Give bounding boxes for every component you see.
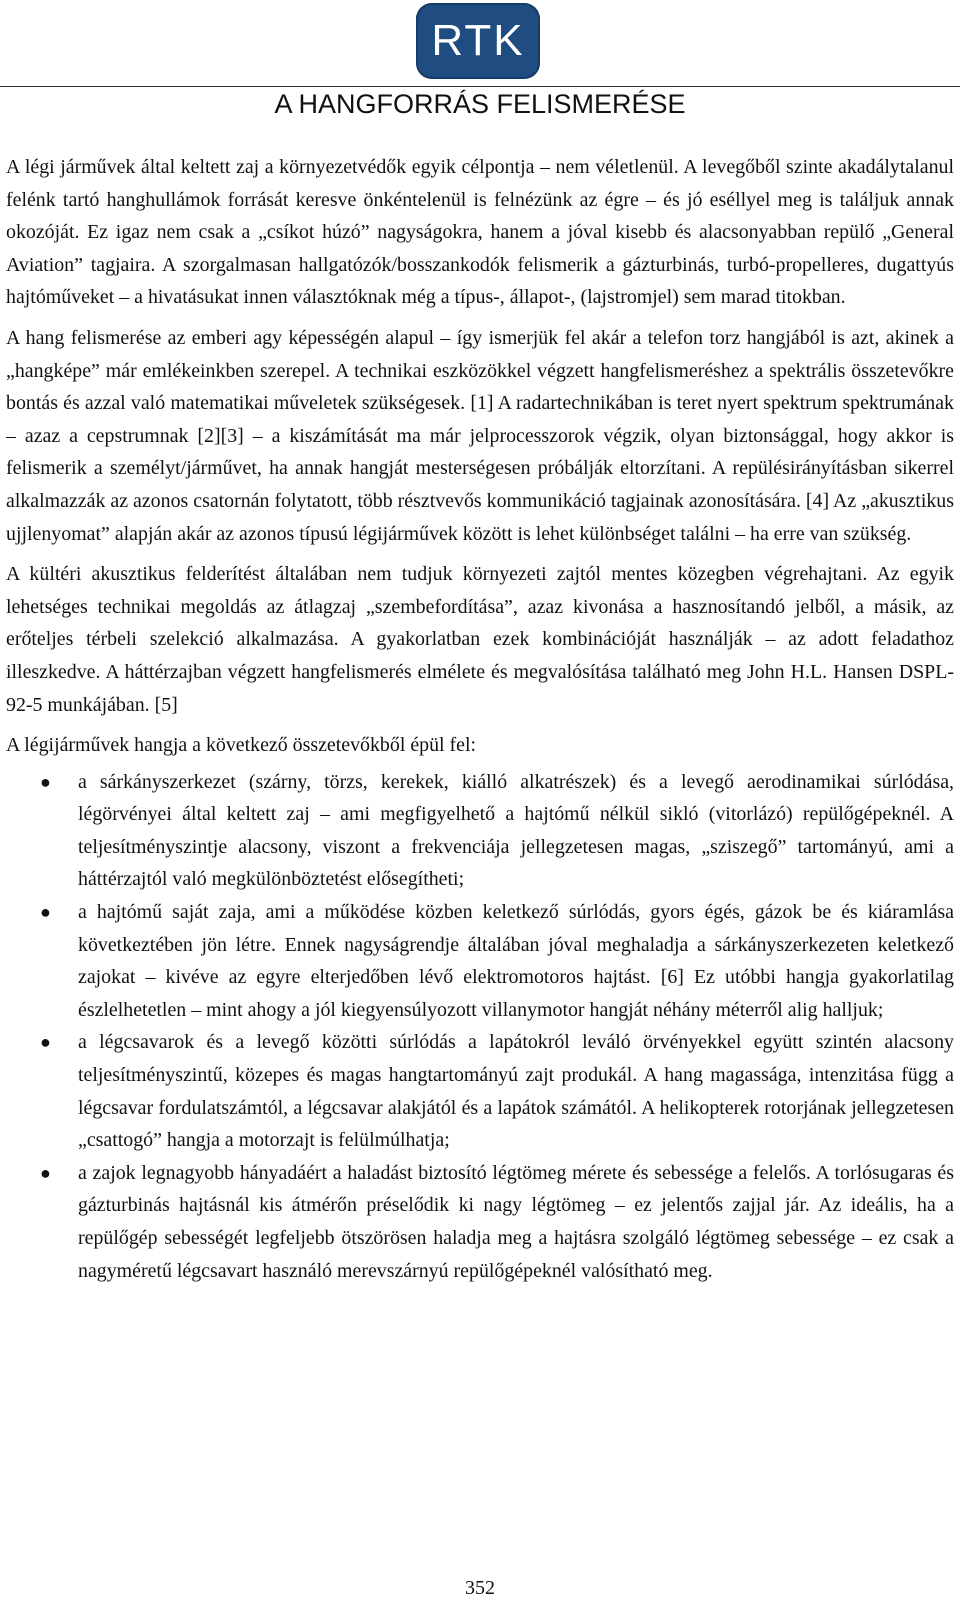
body-text <box>6 151 954 1287</box>
bullet-icon: ● <box>40 1032 51 1053</box>
list-item <box>6 1026 954 1156</box>
page-number: 352 <box>465 1577 495 1599</box>
component-list <box>6 766 954 1288</box>
bullet-icon: ● <box>40 1162 51 1183</box>
page-title: A HANGFORRÁS FELISMERÉSE <box>274 89 686 119</box>
logo-text: RTK <box>431 16 525 65</box>
list-item <box>6 1157 954 1287</box>
rtk-logo <box>416 3 540 79</box>
list-item-text: a légcsavarok és a levegő közötti súrlódás a lapátokról leváló örvényekkel együtt szintén alacsony teljesítményszintű, közepes és magas hangtartományú zajt produkál. A hang magassága, intenzitása függ a légcsavar fordulatszámtól, a légcsavar alakjától és a lapátok számától. A helikopterek rotorjának jellegzetesen „csattogó” hangja a motorzajt is felülmúlhatja; <box>78 1031 954 1152</box>
list-item-text: a sárkányszerkezet (szárny, törzs, kerekek, kiálló alkatrészek) és a levegő aerodinamikai súrlódása, légörvényei által keltett zaj – ami megfigyelhető a hajtómű nélkül sikló (vitorlázó) repülőgépeknél. A teljesítményszintje alacsony, viszont a frekvenciája jellegzetesen magas, „sziszegő” tartományú, ami a háttérzajtól való megkülönböztetést elősegítheti; <box>78 770 954 891</box>
paragraph-1: A légi járművek által keltett zaj a környezetvédők egyik célpontja – nem véletlenül. A levegőből szinte akadálytalanul felénk tartó hanghullámok forrását keresve önkéntelenül is felnézünk az égre – és jó eséllyel meg is találjuk annak okozóját. Ez igaz nem csak a „csíkot húzó” nagyságokra, hanem a jóval kisebb és alacsonyabban repülő „General Aviation” tagjaira. A szorgalmasan hallgatózók/bosszankodók felismerik a gázturbinás, turbó-propelleres, dugattyús hajtóműveket – a hivatásukat innen választóknak még a típus-, állapot-, (lajstromjel) sem marad titokban. <box>6 156 954 309</box>
paragraph-3: A kültéri akusztikus felderítést általában nem tudjuk környezeti zajtól mentes közegben végrehajtani. Az egyik lehetséges technikai megoldás az átlagzaj „szembefordítása”, azaz kivonása a hasznosítandó jelből, a másik, az erőteljes térbeli szelekció alkalmazása. A gyakorlatban ezek kombinációját használják – az adott feladathoz illeszkedve. A háttérzajban végzett hangfelismerés elmélete és megvalósítása található meg John H.L. Hansen DSPL-92-5 munkájában. [5] <box>6 563 954 716</box>
bullet-icon: ● <box>40 771 51 792</box>
bullet-icon: ● <box>40 902 51 923</box>
list-item <box>6 766 954 896</box>
list-item-text: a hajtómű saját zaja, ami a működése közben keletkező súrlódás, gyors égés, gázok be és kiáramlása következtében jön létre. Ennek nagyságrendje általában jóval meghaladja a sárkányszerkezeten keletkező zajokat – kivéve az egyre elterjedőben lévő elektromotoros hajtást. [6] Ez utóbbi hangja gyakorlatilag észlelhetetlen – mint ahogy a jól kiegyensúlyozott villanymotor hangját néhány méterről alig halljuk; <box>78 901 954 1021</box>
list-item-text: a zajok legnagyobb hányadáért a haladást biztosító légtömeg mérete és sebessége a felelős. A torlósugaras és gázturbinás hajtásnál kis átmérőn préselődik ki nagy légtömeg – ez jelentős zajjal jár. Az ideális, ha a repülőgép sebességét legfeljebb ötszörösen haladja meg a hajtásra szolgáló légtömeg sebessége – ez csak a nagyméretű légcsavart használó merevszárnyú repülőgépeknél valósítható meg. <box>78 1161 954 1282</box>
paragraph-2: A hang felismerése az emberi agy képességén alapul – így ismerjük fel akár a telefon torz hangjából is azt, akinek a „hangképe” már emlékeinkben szerepel. A technikai eszközökkel végzett hangfelismeréshez a spektrális összetevőkre bontás és azzal való matematikai műveletek szükségesek. [1] A radartechnikában is teret nyert spektrum spektrumának – azaz a cepstrumnak [2][3] – a kiszámítását ma már jelprocesszorok végzik, olyan biztonsággal, hogy akkor is felismerik a személyt/járművet, ha annak hangját mesterségesen próbálják eltorzítani. A repülésirányításban sikerrel alkalmazzák az azonos csatornán folytatott, több résztvevős kommunikáció tagjainak azonosítására. [4] Az „akusztikus ujjlenyomat” alapján akár az azonos típusú légijárművek között is lehet különbséget találni – ha erre van szükség. <box>6 326 954 545</box>
list-intro: A légijárművek hangja a következő összetevőkből épül fel: <box>6 734 477 757</box>
list-item <box>6 896 954 1026</box>
